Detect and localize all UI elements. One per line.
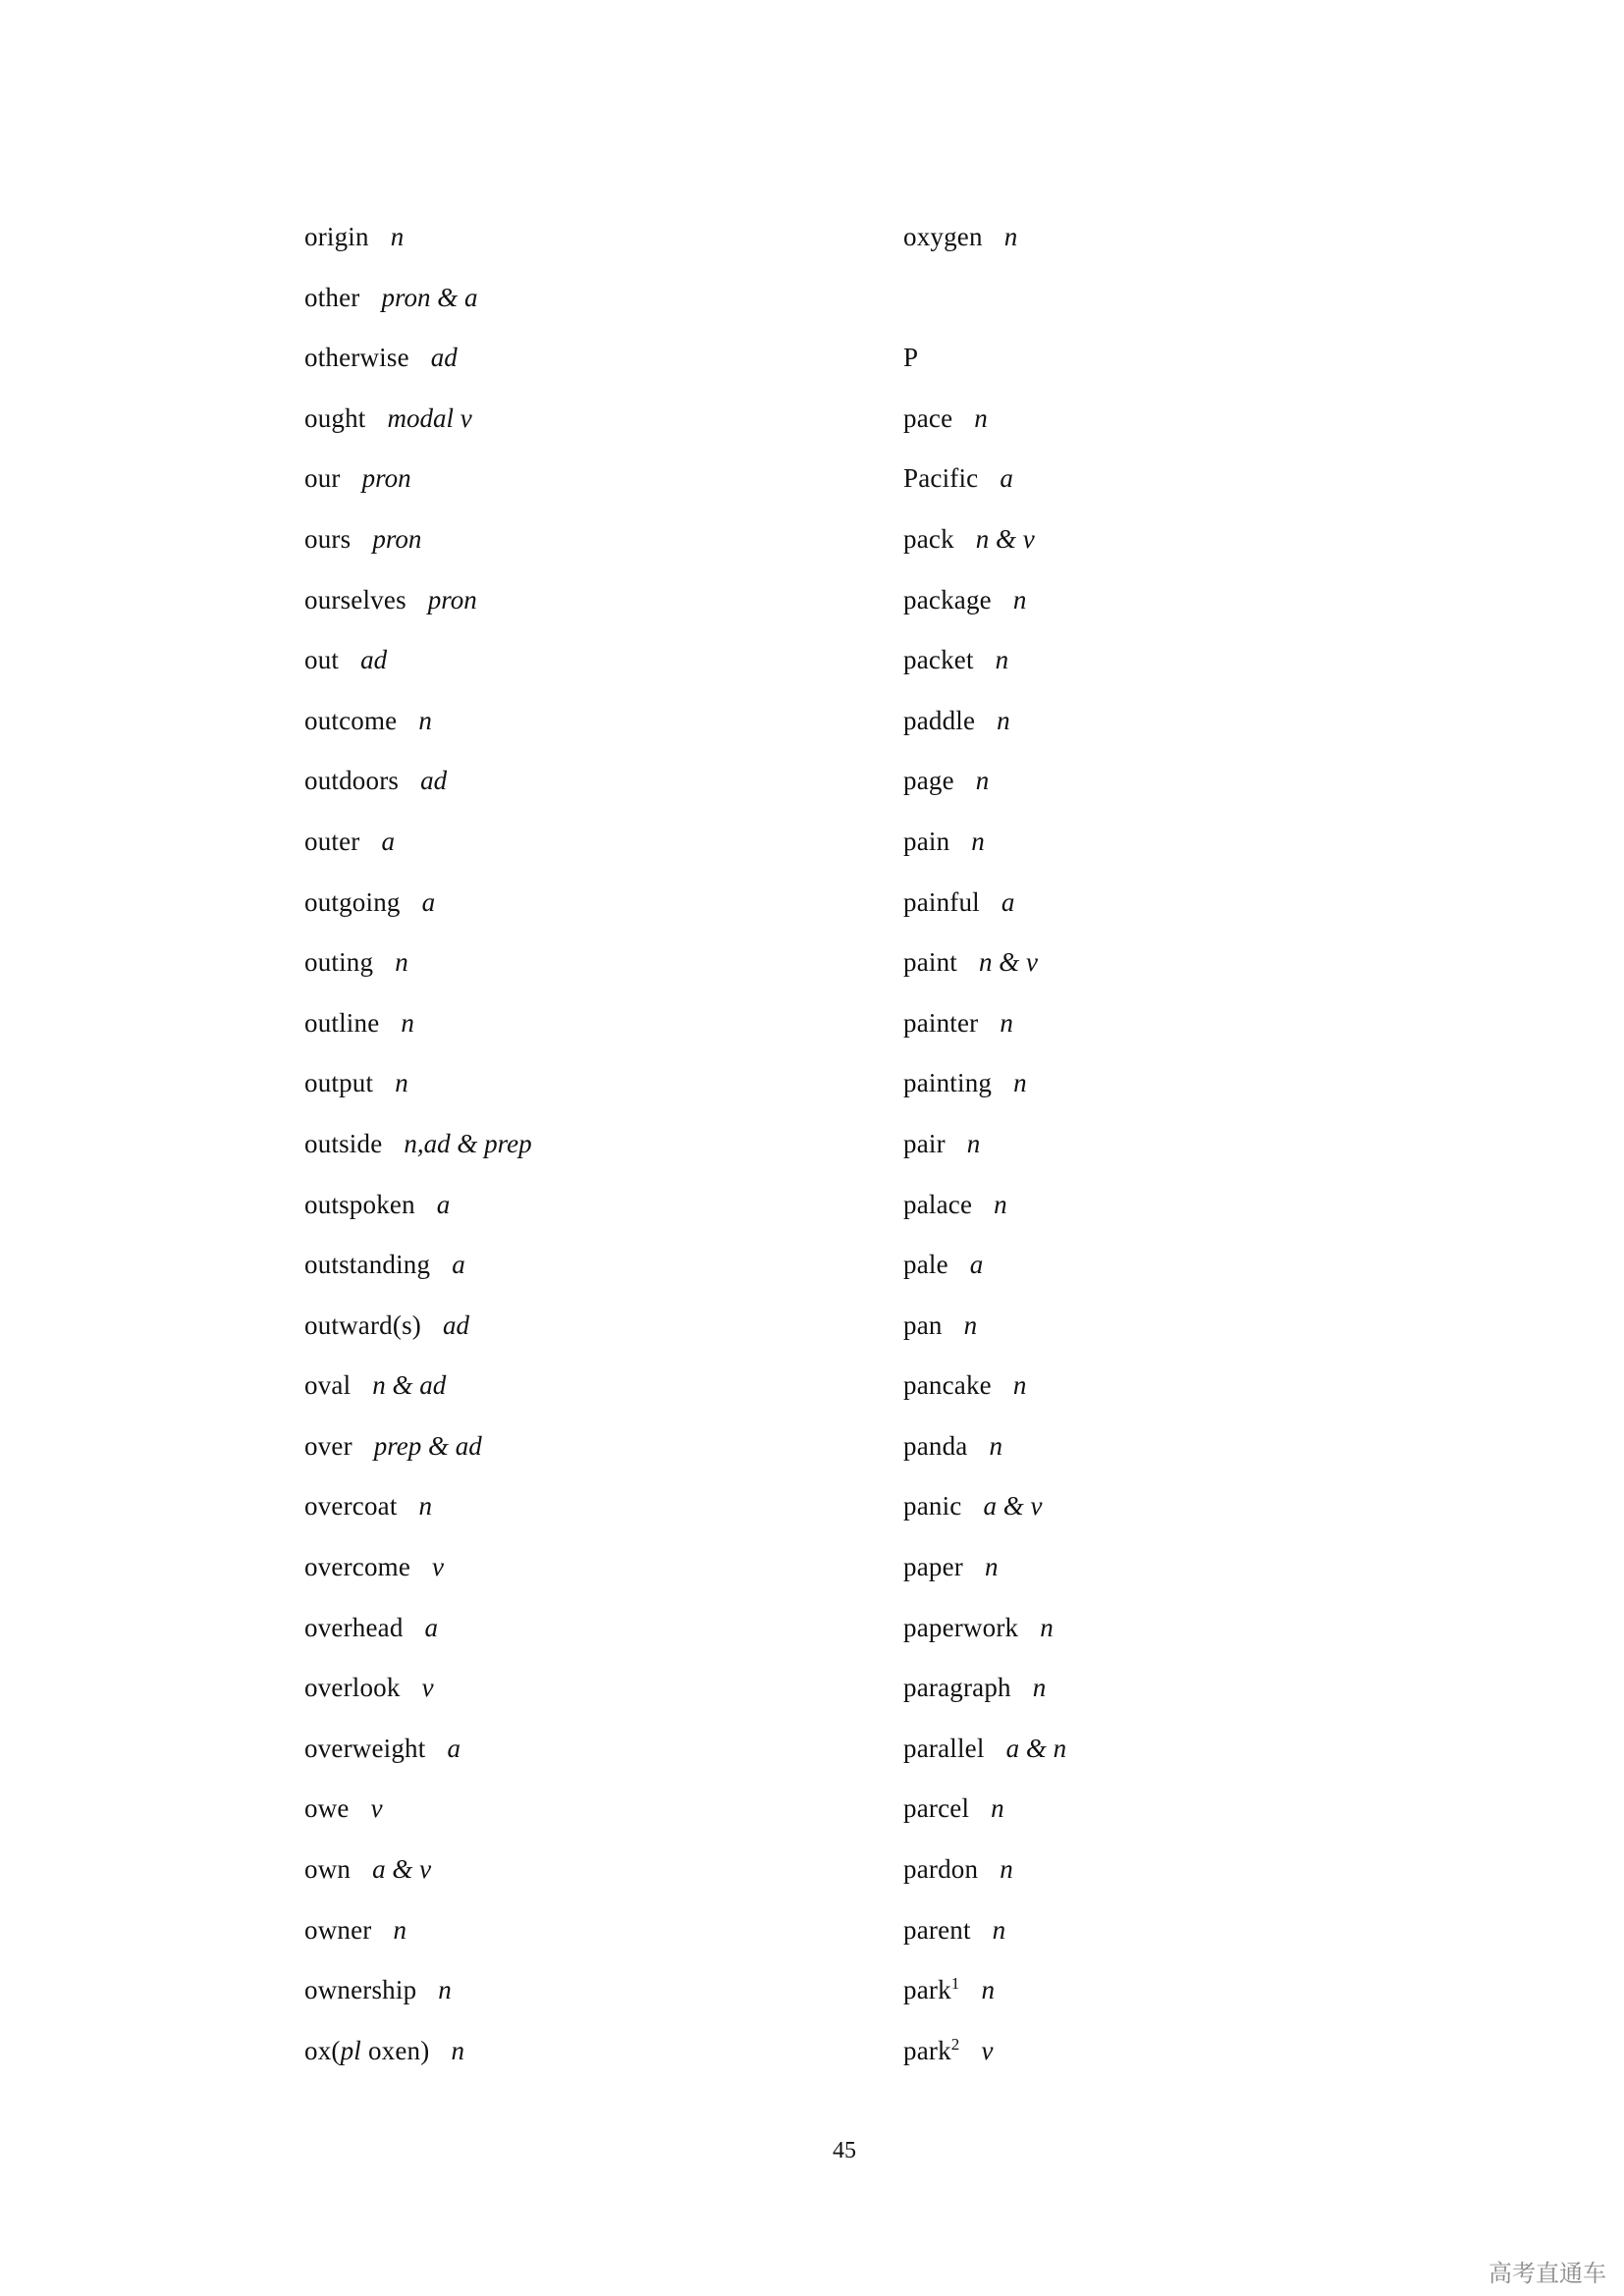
headword xyxy=(903,516,954,561)
part-of-speech: n xyxy=(966,1128,981,1158)
part-of-speech: n xyxy=(418,1491,433,1522)
headword-text: outline xyxy=(304,1007,380,1038)
headword xyxy=(903,1303,943,1348)
headword-text: owner xyxy=(304,1914,372,1945)
word-entry xyxy=(304,1544,854,1605)
headword xyxy=(903,1121,946,1166)
word-entry xyxy=(903,1483,1453,1544)
part-of-speech: a & v xyxy=(372,1854,432,1885)
part-of-speech: n xyxy=(992,1914,1006,1945)
headword-text: panda xyxy=(903,1430,968,1461)
headword xyxy=(304,880,401,925)
headword xyxy=(903,939,957,985)
headword-text: pardon xyxy=(903,1854,979,1885)
word-entry xyxy=(304,698,854,759)
headword xyxy=(304,1907,371,1952)
word-entry xyxy=(903,1967,1453,2028)
headword xyxy=(304,1665,401,1710)
headword xyxy=(903,1846,978,1892)
part-of-speech: n & ad xyxy=(372,1370,447,1401)
word-entry xyxy=(903,758,1453,819)
part-of-speech: n xyxy=(1040,1612,1054,1642)
headword-text: painful xyxy=(903,886,980,917)
headword-text: palace xyxy=(903,1189,973,1219)
headword xyxy=(304,455,341,501)
headword xyxy=(903,1605,1018,1650)
headword xyxy=(304,1605,404,1650)
headword-text: outcome xyxy=(304,705,398,735)
part-of-speech: v xyxy=(432,1552,445,1582)
headword-text: origin xyxy=(304,222,369,251)
headword xyxy=(903,1967,959,2012)
headword-text: parallel xyxy=(903,1733,985,1763)
headword-text: pancake xyxy=(903,1370,992,1401)
part-of-speech: a xyxy=(447,1733,460,1763)
part-of-speech: prep & ad xyxy=(373,1430,482,1461)
headword-text: oxygen xyxy=(903,222,983,251)
headword xyxy=(903,2028,959,2073)
word-entry xyxy=(903,698,1453,759)
part-of-speech: a xyxy=(1001,886,1015,917)
headword-text: pain xyxy=(903,826,950,856)
word-entry xyxy=(903,939,1453,1000)
homograph-number: 2 xyxy=(950,2034,960,2054)
headword-text: paper xyxy=(903,1552,963,1582)
headword-part: oxen) xyxy=(361,2035,430,2065)
headword-text: pace xyxy=(903,402,953,433)
word-entry xyxy=(903,577,1453,638)
headword-text: owe xyxy=(304,1793,350,1824)
word-entry xyxy=(903,1303,1453,1363)
headword-text: park xyxy=(903,1975,951,2005)
headword-text: overcoat xyxy=(304,1491,398,1522)
part-of-speech: v xyxy=(981,2035,994,2065)
part-of-speech: n xyxy=(1000,1007,1013,1038)
word-entry xyxy=(304,1060,854,1121)
headword-text: outer xyxy=(304,826,360,856)
headword-text: page xyxy=(903,766,954,796)
headword-text: painter xyxy=(903,1007,979,1038)
headword-text: paperwork xyxy=(903,1612,1019,1642)
headword-text: own xyxy=(304,1854,352,1885)
part-of-speech: a & n xyxy=(1005,1733,1067,1763)
headword xyxy=(304,1544,410,1589)
headword-text: paddle xyxy=(903,705,976,735)
word-entry xyxy=(304,880,854,940)
headword xyxy=(903,1182,972,1227)
headword-part: pl xyxy=(340,2035,361,2065)
headword-text: ours xyxy=(304,523,352,554)
word-entry xyxy=(304,335,854,396)
part-of-speech: n xyxy=(1012,1370,1027,1401)
part-of-speech: n xyxy=(975,766,990,796)
headword-text: ourselves xyxy=(304,584,406,614)
headword-text: packet xyxy=(903,645,974,675)
word-entry xyxy=(903,516,1453,577)
headword xyxy=(304,1423,352,1468)
word-entry xyxy=(304,455,854,516)
headword xyxy=(903,758,954,803)
headword xyxy=(903,1423,967,1468)
word-entry xyxy=(304,1907,854,1968)
headword xyxy=(903,396,952,441)
part-of-speech: n xyxy=(963,1309,978,1340)
headword xyxy=(304,1242,430,1287)
word-entry xyxy=(903,1362,1453,1423)
part-of-speech: modal v xyxy=(387,402,472,433)
headword xyxy=(304,275,359,320)
part-of-speech: pron & a xyxy=(381,282,478,312)
part-of-speech: n xyxy=(401,1007,414,1038)
word-entry xyxy=(903,1000,1453,1061)
word-entry xyxy=(304,1000,854,1061)
headword-text: paragraph xyxy=(903,1673,1011,1703)
part-of-speech: a xyxy=(969,1250,984,1280)
headword-text: oval xyxy=(304,1370,352,1401)
part-of-speech: a xyxy=(436,1189,451,1219)
headword xyxy=(903,1786,969,1831)
part-of-speech: a xyxy=(381,826,395,856)
headword-text: outgoing xyxy=(304,886,401,917)
headword xyxy=(304,1483,398,1528)
headword xyxy=(903,819,949,864)
word-entry xyxy=(903,396,1453,456)
part-of-speech: n,ad & prep xyxy=(404,1128,532,1158)
headword xyxy=(304,1846,351,1892)
part-of-speech: n xyxy=(989,1430,1002,1461)
word-entry xyxy=(304,1483,854,1544)
headword-text: overhead xyxy=(304,1612,404,1642)
headword-text: package xyxy=(903,584,992,614)
headword-text: otherwise xyxy=(304,343,409,373)
word-entry xyxy=(304,275,854,336)
part-of-speech: v xyxy=(370,1793,383,1824)
headword-text: output xyxy=(304,1068,374,1098)
word-entry xyxy=(304,1121,854,1182)
headword-text: outspoken xyxy=(304,1189,415,1219)
headword xyxy=(304,1967,416,2012)
headword xyxy=(304,1362,351,1408)
headword-text: ought xyxy=(304,402,366,433)
word-entry xyxy=(304,1605,854,1666)
headword-text: overweight xyxy=(304,1733,426,1763)
headword xyxy=(903,1362,992,1408)
headword xyxy=(304,939,373,985)
word-entry xyxy=(903,1242,1453,1303)
word-entry xyxy=(304,637,854,698)
word-entry xyxy=(903,1786,1453,1846)
homograph-number: 1 xyxy=(950,1974,960,1994)
word-entry xyxy=(903,2028,1453,2089)
headword-text: pack xyxy=(903,523,954,554)
part-of-speech: ad xyxy=(430,343,458,373)
headword xyxy=(304,758,399,803)
word-entry xyxy=(304,1362,854,1423)
part-of-speech: n xyxy=(393,1914,406,1945)
headword-text: painting xyxy=(903,1068,993,1098)
headword-text: paint xyxy=(903,947,957,978)
headword xyxy=(304,1000,379,1045)
headword-text: outside xyxy=(304,1128,383,1158)
word-entry xyxy=(903,1121,1453,1182)
headword xyxy=(304,396,366,441)
word-entry xyxy=(903,1060,1453,1121)
word-entry xyxy=(903,880,1453,940)
word-entry xyxy=(304,1846,854,1907)
part-of-speech: ad xyxy=(442,1309,469,1340)
part-of-speech: n xyxy=(438,1975,452,2005)
part-of-speech: n xyxy=(981,1975,995,2005)
part-of-speech: a xyxy=(421,886,436,917)
word-entry xyxy=(304,396,854,456)
word-entry xyxy=(903,637,1453,698)
right-word-column xyxy=(903,214,1453,2088)
headword xyxy=(903,1000,978,1045)
headword-text: ownership xyxy=(304,1975,417,2005)
headword-text: other xyxy=(304,282,360,312)
headword-text: our xyxy=(304,463,341,494)
part-of-speech: n xyxy=(995,645,1009,675)
part-of-speech: n xyxy=(971,826,985,856)
word-entry xyxy=(903,214,1453,275)
part-of-speech: n xyxy=(1013,1068,1027,1098)
word-entry xyxy=(903,819,1453,880)
part-of-speech: n xyxy=(994,1189,1007,1219)
headword xyxy=(304,819,359,864)
headword xyxy=(903,637,974,682)
word-entry xyxy=(304,1786,854,1846)
headword-text: over xyxy=(304,1430,352,1461)
word-entry xyxy=(304,1967,854,2028)
word-entry xyxy=(304,2028,854,2089)
left-word-column xyxy=(304,214,854,2088)
part-of-speech: n xyxy=(395,947,408,978)
headword-text: park xyxy=(903,2035,951,2065)
headword-part: ox( xyxy=(304,2035,341,2065)
headword xyxy=(903,1060,992,1105)
watermark-logo: 高考直通车 xyxy=(1489,2260,1606,2287)
headword-text: overlook xyxy=(304,1673,401,1703)
part-of-speech: pron xyxy=(427,584,477,614)
headword xyxy=(903,1483,961,1528)
word-entry xyxy=(903,1544,1453,1605)
page-number: 45 xyxy=(833,2138,856,2163)
headword xyxy=(903,1665,1011,1710)
headword xyxy=(903,880,980,925)
part-of-speech: ad xyxy=(420,766,448,796)
part-of-speech: n xyxy=(1003,222,1018,251)
word-entry xyxy=(304,1665,854,1726)
headword xyxy=(304,1303,421,1348)
part-of-speech: a xyxy=(424,1612,439,1642)
headword xyxy=(903,1907,971,1952)
headword xyxy=(903,1544,963,1589)
part-of-speech: a xyxy=(1000,463,1013,494)
section-letter xyxy=(903,335,1453,396)
word-entry xyxy=(304,577,854,638)
blank-row xyxy=(903,275,1453,336)
headword xyxy=(304,637,339,682)
part-of-speech: n xyxy=(418,705,432,735)
part-of-speech: n xyxy=(1000,1854,1013,1885)
headword xyxy=(903,214,983,259)
headword xyxy=(903,455,978,501)
part-of-speech: n xyxy=(1012,584,1027,614)
headword-text: outing xyxy=(304,947,374,978)
word-entry xyxy=(304,1303,854,1363)
part-of-speech: n xyxy=(991,1793,1004,1824)
headword xyxy=(304,1786,350,1831)
word-entry xyxy=(903,1846,1453,1907)
headword-text: pair xyxy=(903,1128,946,1158)
headword-text: outdoors xyxy=(304,766,400,796)
word-entry xyxy=(903,455,1453,516)
headword xyxy=(304,516,351,561)
headword xyxy=(304,1060,373,1105)
word-entry xyxy=(304,758,854,819)
word-entry xyxy=(903,1182,1453,1243)
part-of-speech: a xyxy=(452,1250,465,1280)
headword xyxy=(304,335,409,380)
headword-text: parent xyxy=(903,1914,971,1945)
headword-text: outward(s) xyxy=(304,1309,421,1340)
word-entry xyxy=(304,214,854,275)
headword xyxy=(304,577,406,622)
part-of-speech: n & v xyxy=(975,523,1035,554)
word-entry xyxy=(304,1423,854,1484)
word-entry xyxy=(903,1605,1453,1666)
word-entry xyxy=(304,1726,854,1787)
part-of-speech: n xyxy=(997,705,1010,735)
headword xyxy=(304,1726,425,1771)
word-entry xyxy=(304,1182,854,1243)
headword xyxy=(903,1726,985,1771)
part-of-speech: pron xyxy=(372,523,422,554)
section-letter-text: P xyxy=(903,343,919,373)
part-of-speech: ad xyxy=(360,645,388,675)
word-entry xyxy=(304,516,854,577)
headword-text: pan xyxy=(903,1309,943,1340)
headword xyxy=(304,214,369,259)
part-of-speech: n xyxy=(1032,1673,1047,1703)
headword-text: panic xyxy=(903,1491,962,1522)
part-of-speech: n xyxy=(451,2035,464,2065)
part-of-speech: v xyxy=(421,1673,434,1703)
headword xyxy=(903,1242,948,1287)
word-entry xyxy=(903,1726,1453,1787)
headword xyxy=(304,698,397,743)
headword xyxy=(903,577,992,622)
word-entry xyxy=(304,939,854,1000)
word-entry xyxy=(304,1242,854,1303)
part-of-speech: n & v xyxy=(979,947,1038,978)
word-entry xyxy=(903,1907,1453,1968)
headword-text: parcel xyxy=(903,1793,970,1824)
part-of-speech: n xyxy=(984,1552,999,1582)
part-of-speech: n xyxy=(395,1068,408,1098)
headword xyxy=(304,2028,429,2073)
headword xyxy=(304,1182,415,1227)
part-of-speech: pron xyxy=(361,463,411,494)
headword-text: pale xyxy=(903,1250,948,1280)
headword xyxy=(304,1121,382,1166)
headword-text: overcome xyxy=(304,1552,411,1582)
headword-text: Pacific xyxy=(903,463,979,494)
headword-text: out xyxy=(304,645,340,675)
part-of-speech: n xyxy=(390,222,405,251)
word-entry xyxy=(903,1665,1453,1726)
word-entry xyxy=(304,819,854,880)
part-of-speech: n xyxy=(974,402,988,433)
headword-text: outstanding xyxy=(304,1250,431,1280)
word-entry xyxy=(903,1423,1453,1484)
part-of-speech: a & v xyxy=(983,1491,1043,1522)
headword xyxy=(903,698,975,743)
